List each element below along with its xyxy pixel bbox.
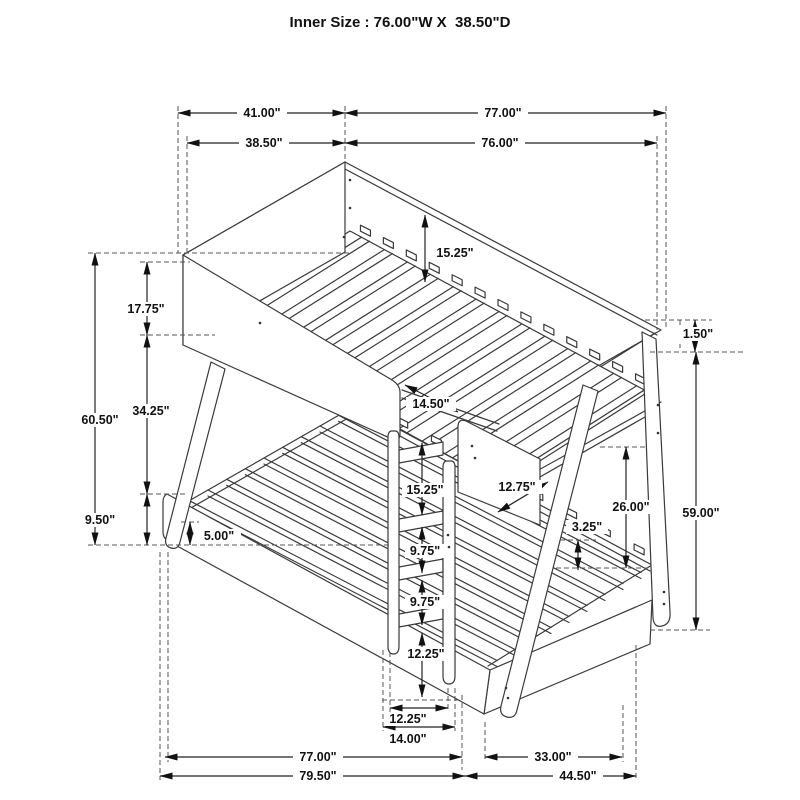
- dim-overall-right-depth: [553, 769, 603, 783]
- dim-ladder-width-outer: [384, 732, 432, 746]
- dim-rail-step: [679, 327, 717, 341]
- dim-ladder-step-4: [402, 647, 450, 661]
- svg-text:9.50": 9.50": [84, 513, 116, 527]
- svg-text:12.25": 12.25": [389, 712, 427, 726]
- ladder-rung: [399, 442, 443, 463]
- bed-drawing: [163, 162, 670, 717]
- dim-total-height: [74, 413, 126, 427]
- ladder-rung: [399, 606, 443, 627]
- ladder-left-rail: [388, 431, 399, 654]
- svg-text:1.50": 1.50": [682, 327, 714, 341]
- svg-text:44.50": 44.50": [559, 769, 597, 783]
- dim-ladder-step-3: [405, 595, 445, 609]
- dim-ladder-width-inner: [384, 712, 432, 726]
- dim-bottom-right-depth: [528, 750, 578, 764]
- svg-text:34.25": 34.25": [132, 404, 170, 418]
- dim-ladder-step-2: [405, 544, 445, 558]
- svg-text:12.25": 12.25": [407, 647, 445, 661]
- svg-text:15.25": 15.25": [406, 483, 444, 497]
- svg-text:17.75": 17.75": [127, 302, 165, 316]
- dim-guardrail-to-deck: [430, 246, 480, 260]
- dim-top-depth-outer: [237, 106, 287, 120]
- svg-text:9.75": 9.75": [409, 595, 441, 609]
- dim-panel-width: [492, 480, 542, 494]
- svg-text:9.75": 9.75": [409, 544, 441, 558]
- svg-text:5.00": 5.00": [203, 529, 235, 543]
- dim-ladder-step-1: [402, 483, 448, 497]
- dim-upper-rail-height: [121, 302, 172, 316]
- dim-top-length-outer: [478, 106, 528, 120]
- svg-text:60.50": 60.50": [81, 413, 119, 427]
- dim-base-rail-height: [78, 513, 122, 527]
- dim-base-clearance: [197, 529, 241, 543]
- dim-bunk-clearance: [606, 500, 656, 514]
- dim-bottom-length: [293, 750, 343, 764]
- svg-text:77.00": 77.00": [299, 750, 337, 764]
- dim-front-overhang: [406, 397, 456, 411]
- dim-top-length-inner: [475, 136, 525, 150]
- ladder-rung: [399, 511, 443, 532]
- dimension-labels: [74, 106, 726, 783]
- svg-text:59.00": 59.00": [682, 506, 720, 520]
- dim-right-height: [676, 506, 726, 520]
- svg-text:79.50": 79.50": [299, 769, 337, 783]
- dim-top-depth-inner: [239, 136, 289, 150]
- svg-text:77.00": 77.00": [484, 106, 522, 120]
- svg-text:41.00": 41.00": [243, 106, 281, 120]
- svg-text:3.25": 3.25": [571, 520, 603, 534]
- svg-text:15.25": 15.25": [436, 246, 474, 260]
- svg-text:33.00": 33.00": [534, 750, 572, 764]
- svg-text:14.00": 14.00": [389, 732, 427, 746]
- svg-text:12.75": 12.75": [498, 480, 536, 494]
- ladder-rung: [399, 559, 443, 580]
- diagram-title: Inner Size : 76.00"W X 38.50"D: [289, 14, 511, 31]
- svg-text:38.50": 38.50": [245, 136, 283, 150]
- dim-overall-length: [293, 769, 343, 783]
- dim-slat-rise: [566, 520, 608, 534]
- dim-mid-height: [126, 404, 177, 418]
- svg-text:76.00": 76.00": [481, 136, 519, 150]
- svg-text:26.00": 26.00": [612, 500, 650, 514]
- back-right-leg: [642, 332, 670, 626]
- svg-text:14.50": 14.50": [412, 397, 450, 411]
